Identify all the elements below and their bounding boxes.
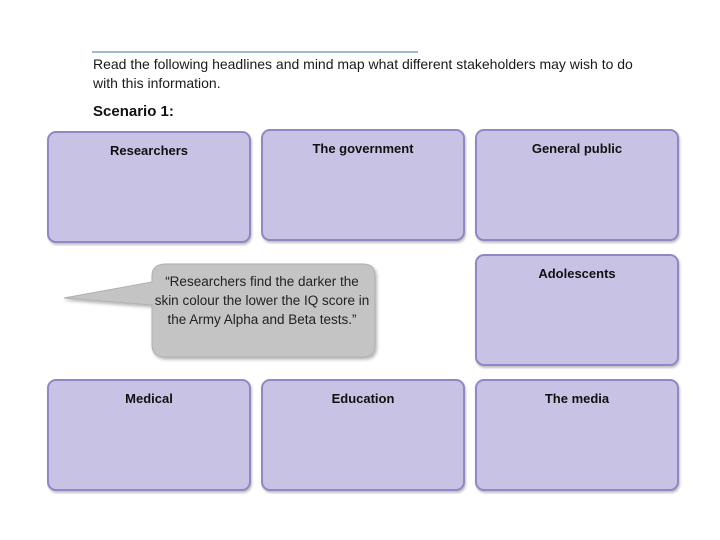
box-label-government: The government: [312, 141, 414, 156]
scenario-title: Scenario 1:: [93, 103, 174, 120]
box-label-adolescents: Adolescents: [538, 266, 616, 281]
box-label-general-public: General public: [531, 141, 623, 156]
box-label-education: Education: [331, 391, 395, 406]
instructions-text: Read the following headlines and mind map what different stakeholders may wish to do with this information.: [93, 56, 633, 91]
box-label-researchers: Researchers: [109, 143, 189, 158]
box-label-media: The media: [544, 391, 610, 406]
box-label-medical: Medical: [125, 391, 173, 406]
headline-quote: “Researchers find the darker the skin colour the lower the IQ score in the Army Alpha and Beta tests.”: [154, 274, 370, 327]
